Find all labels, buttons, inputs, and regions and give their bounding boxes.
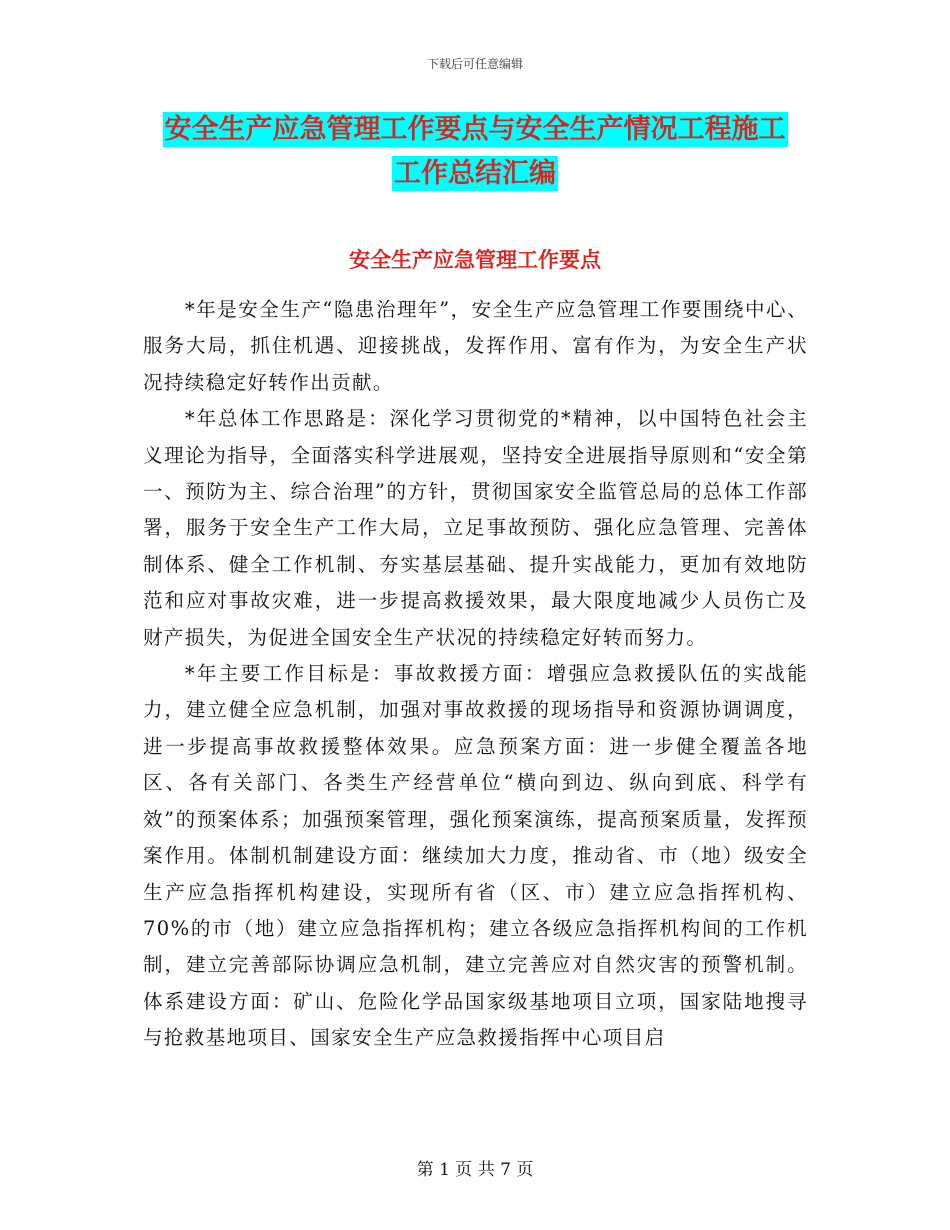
paragraph: *年是安全生产“隐患治理年”，安全生产应急管理工作要围绕中心、服务大局，抓住机遇、迎接挑战，发挥作用、富有作为，为安全生产状况持续稳定好转作出贡献。 (143, 298, 808, 394)
paragraph: *年主要工作目标是：事故救援方面：增强应急救援队伍的实战能力，建立健全应急机制，加强对事故救援的现场指导和资源协调调度，进一步提高事故救援整体效果。应急预案方面：进一步健全覆盖各地区、各有关部门、各类生产经营单位“横向到边、纵向到底、科学有效”的预案体系；加强预案管理，强化预案演练，提高预案质量，发挥预案作用。体制机制建设方面：继续加大力度，推动省、市（地）级安全生产应急指挥机构建设，实现所有省（区、市）建立应急指挥机构、70%的市（地）建立应急指挥机构；建立各级应急指挥机构间的工作机制，建立完善部际协调应急机制，建立完善应对自然灾害的预警机制。体系建设方面：矿山、危险化学品国家级基地项目立项，国家陆地搜寻与抢救基地项目、国家安全生产应急救援指挥中心项目启 (143, 662, 808, 1050)
header-note: 下载后可任意编辑 (426, 57, 523, 71)
document-title-line-2 (0, 152, 950, 196)
page-footer: 第 1 页 共 7 页 (416, 1160, 534, 1180)
title-highlight: 工作总结汇编 (394, 158, 556, 189)
document-body (143, 292, 808, 1057)
paragraph: *年总体工作思路是：深化学习贯彻党的*精神，以中国特色社会主义理论为指导，全面落实科学进展观，坚持安全进展指导原则和“安全第一、预防为主、综合治理”的方针，贯彻国家安全监管总局的总体工作部署，服务于安全生产工作大局，立足事故预防、强化应急管理、完善体制体系、健全工作机制、夯实基层基础、提升实战能力，更加有效地防范和应对事故灾难，进一步提高救援效果，最大限度地减少人员伤亡及财产损失，为促进全国安全生产状况的持续稳定好转而努力。 (143, 407, 808, 649)
document-title-line-1 (0, 108, 950, 152)
section-heading: 安全生产应急管理工作要点 (349, 247, 601, 272)
title-highlight: 安全生产应急管理工作要点与安全生产情况工程施工 (164, 114, 786, 145)
